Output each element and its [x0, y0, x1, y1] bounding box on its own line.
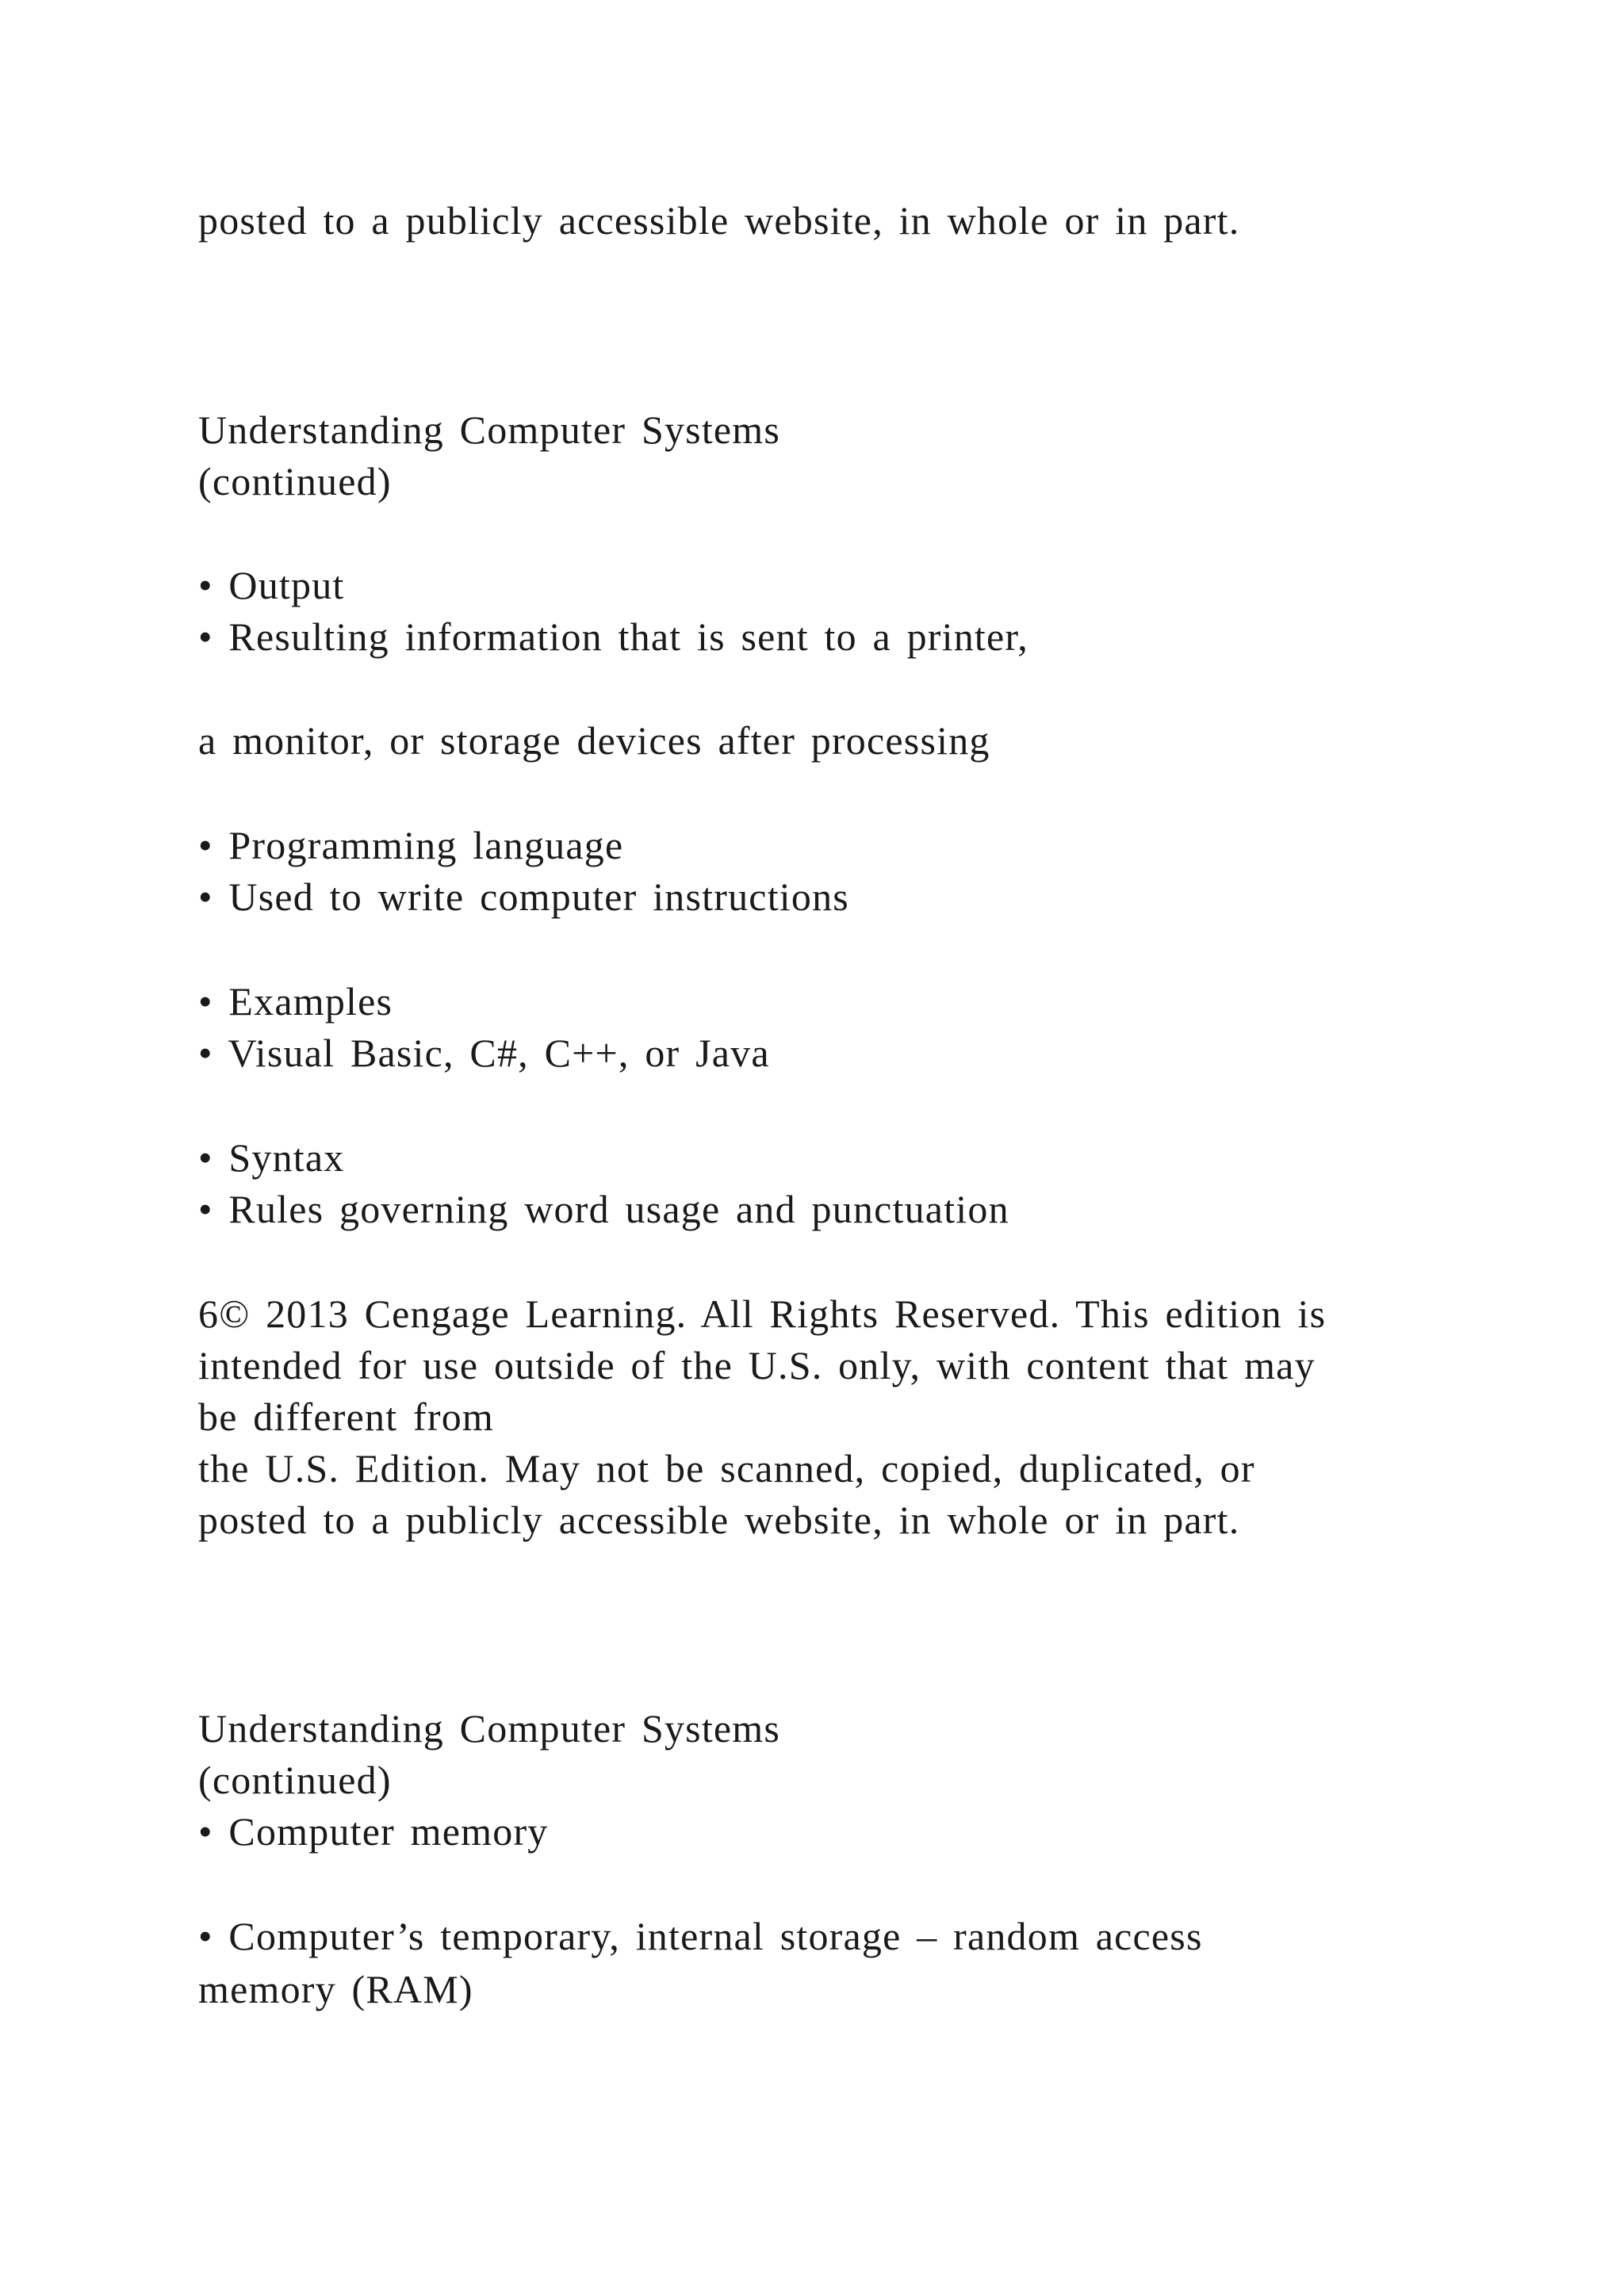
text-line: a monitor, or storage devices after processing: [198, 718, 990, 763]
text-line: posted to a publicly accessible website, in whole or in part.: [198, 198, 1240, 243]
bullet-item: • Used to write computer instructions: [198, 874, 849, 919]
section-heading-continued: (continued): [198, 1758, 392, 1802]
text-line: memory (RAM): [198, 1967, 473, 2011]
section-heading: Understanding Computer Systems: [198, 1706, 781, 1751]
copyright-line: intended for use outside of the U.S. only, with content that may: [198, 1343, 1316, 1387]
section-heading: Understanding Computer Systems: [198, 408, 781, 452]
bullet-item: • Visual Basic, C#, C++, or Java: [198, 1031, 770, 1075]
copyright-line: the U.S. Edition. May not be scanned, copied, duplicated, or: [198, 1446, 1255, 1490]
bullet-item: • Examples: [198, 979, 393, 1024]
copyright-line: posted to a publicly accessible website, in whole or in part.: [198, 1498, 1240, 1542]
bullet-item: • Syntax: [198, 1135, 345, 1180]
copyright-line: be different from: [198, 1395, 495, 1439]
copyright-line: 6© 2013 Cengage Learning. All Rights Reserved. This edition is: [198, 1292, 1327, 1336]
bullet-item: • Rules governing word usage and punctuation: [198, 1187, 1009, 1231]
bullet-item: • Programming language: [198, 823, 624, 867]
bullet-item: • Resulting information that is sent to a printer,: [198, 614, 1028, 659]
bullet-item: • Computer’s temporary, internal storage – random access: [198, 1914, 1203, 1958]
section-heading-continued: (continued): [198, 459, 392, 503]
bullet-item: • Output: [198, 563, 345, 607]
bullet-item: • Computer memory: [198, 1809, 549, 1854]
